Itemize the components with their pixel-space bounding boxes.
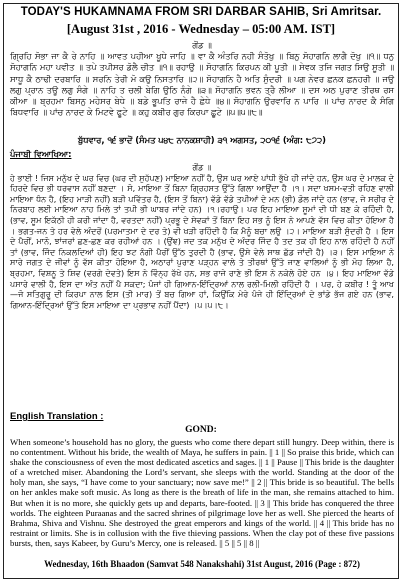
footer-date-line: Wednesday, 16th Bhaadon (Samvat 548 Nanakshahi) 31st August, 2016 (Page : 872) xyxy=(44,559,360,569)
date-heading: [August 31st , 2016 - Wednesday – 05:00 AM. IST] xyxy=(66,22,336,36)
gurbani-text: ਗ੍ਰਿਹਿ ਸੋਭਾ ਜਾ ਕੈ ਰੇ ਨਾਹਿ ॥ ਆਵਤ ਪਹੀਆ ਖੂਧੇ ਜਾਹਿ ॥ ਵਾ ਕੈ ਅੰਤਰਿ ਨਹੀ ਸੰਤੋਖੁ ॥ ਬਿਨੁ ਸੋਹਾਗਨਿ ਲਾਗੈ ਦੋਖੁ ॥੧॥ ਧਨੁ ਸੋਹਾਗਨਿ ਮਹਾ ਪਵੀਤ ॥ ਤਪੇ ਤਪੀਸਰ ਡੋਲੈ ਚੀਤ ॥੧॥ ਰਹਾਉ ॥ ਸੋਹਾਗਨਿ ਕਿਰਪਨ ਕੀ ਪੂਤੀ ॥ ਸੇਵਕ ਤਜਿ ਜਗਤ ਸਿਉ ਸੂਤੀ ॥ ਸਾਧੂ ਕੈ ਠਾਢੀ ਦਰਬਾਰਿ ॥ ਸਰਨਿ ਤੇਰੀ ਮੋ ਕਉ ਨਿਸਤਾਰਿ ॥੨॥ ਸੋਹਾਗਨਿ ਹੈ ਅਤਿ ਸੁੰਦਰੀ ॥ ਪਗ ਨੇਵਰ ਛਨਕ ਛਨਹਰੀ ॥ ਜਉ ਲਗੁ ਪ੍ਰਾਨ ਤਊ ਲਗੁ ਸੰਗੇ ॥ ਨਾਹਿ ਤ ਚਲੀ ਬੇਗਿ ਉਠਿ ਨੰਗੇ ॥੩॥ ਸੋਹਾਗਨਿ ਭਵਨ ਤ੍ਰੈ ਲੀਆ ॥ ਦਸ ਅਠ ਪੁਰਾਣ ਤੀਰਥ ਰਸ ਕੀਆ ॥ ਬ੍ਰਹਮਾ ਬਿਸਨੁ ਮਹੇਸਰ ਬੇਧੇ ॥ ਬਡੇ ਭੂਪਤਿ ਰਾਜੇ ਹੈ ਛੇਧੇ ॥੪॥ ਸੋਹਾਗਨਿ ਉਰਵਾਰਿ ਨ ਪਾਰਿ ॥ ਪਾਂਚ ਨਾਰਦ ਕੈ ਸੰਗਿ ਬਿਧਵਾਰਿ ॥ ਪਾਂਚ ਨਾਰਦ ਕੇ ਮਿਟਵੇ ਫੂਟੇ ॥ ਕਹੁ ਕਬੀਰ ਗੁਰ ਕਿਰਪਾ ਛੂਟੇ ॥੫॥੫॥੮॥ xyxy=(10,51,394,118)
punjabi-heading: ਗੋਂਡ ॥ xyxy=(192,162,212,172)
english-heading: GOND: xyxy=(185,425,217,435)
punjabi-vyakhia-block xyxy=(10,162,394,310)
english-translation-text: When someone’s household has no glory, the guests who come there depart still hungry. Deep within, there is no contentment. Without his bride, the wealth of Maya, he suffers in pain. || 1 || So praise this bride, which can shake the consciousness of even the most dedicated ascetics and sages. || 1 || Pause || This bride is the daughter of a wretched miser. Abandoning the Lord’s servant, she sleeps with the world. Standing at the door of the holy man, she says, “I have come to your sanctuary; now save me!” || 2 || This bride is so beautiful. The bells on her ankles make soft music. As long as there is the breath of life in the man, she remains attached to him. But when it is no more, she quickly gets up and departs, bare-footed. || 3 || This bride has conquered the three worlds. The eighteen Puraanas and the sacred shrines of pilgrimage love her as well. She pierced the hearts of Brahma, Shiva and Vishnu. She destroyed the great emperors and kings of the world. || 4 || This bride has no restraint or limits. She is in collusion with the five thieving passions. When the clay pot of these five passions bursts, then, says Kabeer, by Guru’s Mercy, one is released. || 5 || 5 || 8 || xyxy=(10,437,394,548)
punjabi-text: ਹੇ ਭਾਈ ! ਜਿਸ ਮਨੁੱਖ ਦੇ ਘਰ ਵਿਚ (ਘਰ ਦੀ ਸੁਹੱਪਣ) ਮਾਇਆ ਨਹੀਂ ਹੈ, ਉਸ ਘਰ ਆਏ ਪਾਂਧੀ ਭੁੱਖੇ ਹੀ ਜਾਂਦੇ ਹਨ, ਉਸ ਘਰ ਦੇ ਮਾਲਕ ਦੇ ਹਿਰਦੇ ਵਿਚ ਭੀ ਧਰਵਾਸ ਨਹੀਂ ਬਣਦਾ । ਸੋ, ਮਾਇਆ ਤੋਂ ਬਿਨਾ ਗ੍ਰਿਹਸਤ ਉੱਤੇ ਗਿਲਾ ਆਉਂਦਾ ਹੈ ।੧। ਸਦਾ ਖਸਮ-ਵਤੀ ਰਹਿਣ ਵਾਲੀ ਮਾਇਆ ਧੰਨ ਹੈ, (ਇਹ ਮਾੜੀ ਨਹੀਂ) ਬੜੀ ਪਵਿੱਤਰ ਹੈ, (ਇਸ ਤੋਂ ਬਿਨਾ) ਵੱਡੇ ਵੱਡੇ ਤਪੀਆਂ ਦੇ ਮਨ (ਭੀ) ਡੋਲ ਜਾਂਦੇ ਹਨ (ਭਾਵ, ਜੇ ਸਰੀਰ ਦੇ ਨਿਰਬਾਹ ਲਈ ਮਾਇਆ ਨਾਹ ਮਿਲੇ ਤਾਂ ਤਪੀ ਭੀ ਘਾਬਰ ਜਾਂਦੇ ਹਨ) ।੧।ਰਹਾਉ। ਪਰ ਇਹ ਮਾਇਆ ਸੂਮਾਂ ਦੀ ਧੀ ਬਣ ਕੇ ਰਹਿੰਦੀ ਹੈ, (ਭਾਵ, ਸੂਮ ਇਕੱਠੀ ਹੀ ਕਰੀ ਜਾਂਦਾ ਹੈ, ਵਰਤਦਾ ਨਹੀਂ) ਪ੍ਰਭੂ ਦੇ ਸੇਵਕਾਂ ਤੋਂ ਬਿਨਾ ਇਹ ਸਭ ਨੂੰ ਇਸ ਨੇ ਆਪਣੇ ਵੱਸ ਵਿਚ ਕੀਤਾ ਹੋਇਆ ਹੈ । ਭਗਤ-ਜਨ ਤੇ ਹਰ ਵੇਲੇ ਅੰਦਰੋਂ (ਪਰਮਾਤਮਾ ਦੇ ਦਰ ਤੇ) ਵੀ ਖੜੀ ਰਹਿੰਦੀ ਹੈ ਕਿ ਮੈਨੂੰ ਬਚਾ ਲਉ ।੨। ਮਾਇਆ ਬੜੀ ਸੁੰਦਰੀ ਹੈ । ਇਸ ਦੇ ਪੈਰੀਂ, ਮਾਨੋ, ਝਾਂਜਰਾਂ ਛਣ-ਛਣ ਕਰ ਰਹੀਆਂ ਹਨ । (ਉਂਞ) ਜਦ ਤਕ ਮਨੁੱਖ ਦੇ ਅੰਦਰ ਜਿੰਦ ਹੈ ਤਦ ਤਕ ਹੀ ਇਹ ਨਾਲ ਰਹਿੰਦੀ ਹੈ ਨਹੀਂ ਤਾਂ (ਭਾਵ, ਜਿੰਦ ਨਿਕਲਦਿਆਂ ਹੀ) ਇਹ ਝਟ ਨੰਗੀ ਪੈਰੀਂ ਉੱਠ ਤੁਰਦੀ ਹੈ (ਭਾਵ, ਉਸੇ ਵੇਲੇ ਸਾਥ ਛੱਡ ਜਾਂਦੀ ਹੈ) ।੩। ਇਸ ਮਾਇਆ ਨੇ ਸਾਰੇ ਜਗਤ ਦੇ ਜੀਵਾਂ ਨੂੰ ਵੱਸ ਕੀਤਾ ਹੋਇਆ ਹੈ, ਅਠਾਰਾਂ ਪੁਰਾਣ ਪੜ੍ਹਨ ਵਾਲੇ ਤੇ ਤੀਰਥਾਂ ਉੱਤੇ ਜਾਣ ਵਾਲਿਆਂ ਨੂੰ ਭੀ ਮੋਹ ਲਿਆ ਹੈ, ਬ੍ਰਹਮਾ, ਵਿਸ਼ਨੂ ਤੇ ਸ਼ਿਵ (ਵਰਗੇ ਦੇਵਤੇ) ਇਸ ਨੇ ਵਿੰਨ੍ਹ ਰੱਖੇ ਹਨ, ਸਭ ਰਾਜੇ ਰਾਣੇ ਭੀ ਇਸ ਨੇ ਨਕੇਲੇ ਹੋਏ ਹਨ ।੪। ਇਹ ਮਾਇਆ ਵੱਡੇ ਪਸਾਰੇ ਵਾਲੀ ਹੈ, ਇਸ ਦਾ ਅੰਤ ਨਹੀਂ ਪੈ ਸਕਦਾ; ਪੰਜਾਂ ਹੀ ਗਿਆਨ-ਇੰਦ੍ਰਿਆਂ ਨਾਲ ਰਲੀ-ਮਿਲੀ ਰਹਿੰਦੀ ਹੈ । ਪਰ, ਹੇ ਕਬੀਰ ! ਤੂੰ ਆਖ—ਜੋ ਸਤਿਗੁਰੂ ਦੀ ਕਿਰਪਾ ਨਾਲ ਇਸ (ਤੀ ਮਾਰ) ਤੋਂ ਬਚ ਗਿਆ ਹਾਂ, ਕਿਉਂਕਿ ਮੇਰੇ ਪੰਜੇ ਹੀ ਇੰਦ੍ਰਿਆਂ ਦੇ ਭਾਂਡੇ ਭੱਜ ਗਏ ਹਨ (ਭਾਵ, ਗਿਆਨ-ਇੰਦ੍ਰਿਆਂ ਉੱਤੇ ਇਸ ਮਾਇਆ ਦਾ ਪ੍ਰਭਾਵ ਨਹੀਂ ਪੈਂਦਾ) ।੫।੫।੮। xyxy=(10,172,394,310)
gurmukhi-date-line: ਬੁੱਧਵਾਰ, ੧੬ ਭਾਦੋਂ (ਸੰਮਤ ੫੪੮ ਨਾਨਕਸ਼ਾਹੀ) ੩੧ ਅਗਸਤ, ੨੦੧੬ (ਅੰਗ: ੮੭੨) xyxy=(78,135,326,145)
english-translation-title: English Translation : xyxy=(10,411,104,422)
page-title: TODAY'S HUKAMNAMA FROM SRI DARBAR SAHIB, Sri Amritsar. xyxy=(20,6,382,18)
hukamnama-page xyxy=(3,3,399,579)
gurbani-heading: ਗੋਂਡ ॥ xyxy=(192,40,212,50)
punjabi-vyakhia-title: ਪੰਜਾਬੀ ਵਿਆਖਿਆ: xyxy=(10,149,72,159)
gurbani-text-block xyxy=(10,40,394,118)
